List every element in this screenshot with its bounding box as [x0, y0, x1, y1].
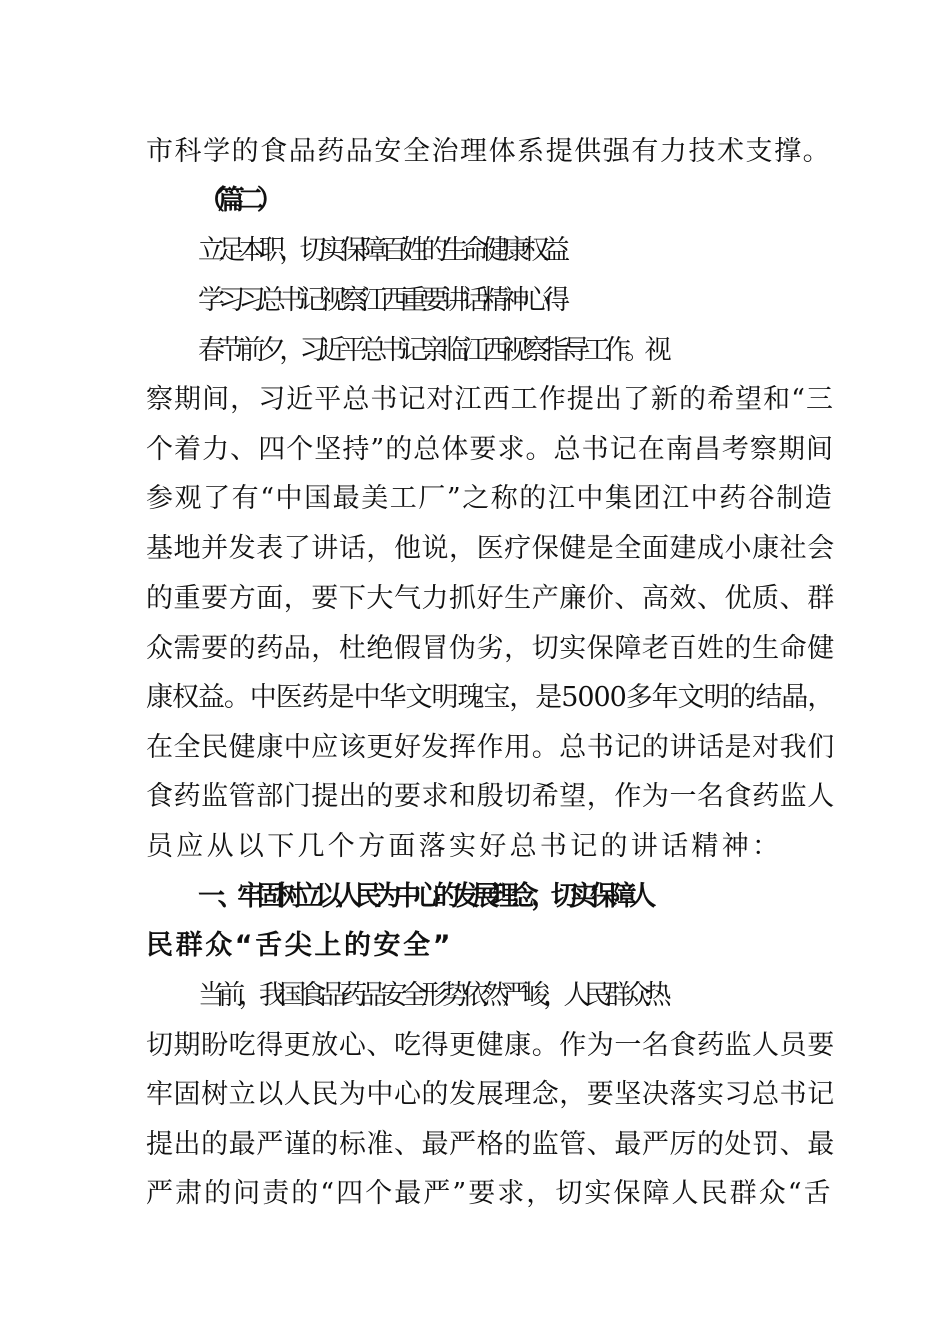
- paragraph-line: 在全民健康中应该更好发挥作用。总书记的讲话是对我们: [146, 732, 835, 763]
- article-title: 立足本职，切实保障百姓的生命健康权益: [198, 235, 564, 266]
- paragraph-line: 提出的最严谨的标准、最严格的监管、最严厉的处罚、最: [146, 1129, 835, 1160]
- paragraph-line: 严肃的问责的“四个最严”要求，切实保障人民群众“舌: [146, 1178, 833, 1209]
- paragraph-line: 个着力、四个坚持”的总体要求。总书记在南昌考察期间: [146, 434, 835, 465]
- paragraph-line: 康权益。中医药是中华文明瑰宝，是5000多年文明的结晶，: [146, 682, 834, 713]
- paragraph-line: 参观了有“中国最美工厂”之称的江中集团江中药谷制造: [146, 483, 834, 514]
- paragraph-line: 员应从以下几个方面落实好总书记的讲话精神：: [146, 831, 783, 862]
- paragraph-line: 的重要方面，要下大气力抓好生产廉价、高效、优质、群: [146, 583, 835, 614]
- article-subtitle: 学习习总书记视察江西重要讲话精神心得: [198, 285, 564, 316]
- paragraph-line: 察期间，习近平总书记对江西工作提出了新的希望和“三: [146, 384, 835, 415]
- section-heading: 一、牢固树立以人民为中心的发展理念，切实保障人: [198, 881, 649, 912]
- paragraph-line: 食药监管部门提出的要求和殷切希望，作为一名食药监人: [146, 781, 835, 812]
- paragraph-line: 市科学的食品药品安全治理体系提供强有力技术支撑。: [146, 136, 832, 167]
- paragraph-line: 众需要的药品，杜绝假冒伪劣，切实保障老百姓的生命健: [146, 633, 835, 664]
- paragraph-line: 当前，我国食品药品安全形势依然严峻，人民群众热: [198, 980, 665, 1011]
- paragraph-line: 春节前夕，习近平总书记亲临江西视察指导工作。视: [198, 335, 665, 366]
- section-label: （篇二）: [198, 185, 277, 216]
- paragraph-line: 牢固树立以人民为中心的发展理念，要坚决落实习总书记: [146, 1079, 835, 1110]
- paragraph-line: 基地并发表了讲话，他说，医疗保健是全面建成小康社会: [146, 533, 835, 564]
- section-heading-cont: 民群众“舌尖上的安全”: [146, 930, 454, 961]
- paragraph-line: 切期盼吃得更放心、吃得更健康。作为一名食药监人员要: [146, 1030, 835, 1061]
